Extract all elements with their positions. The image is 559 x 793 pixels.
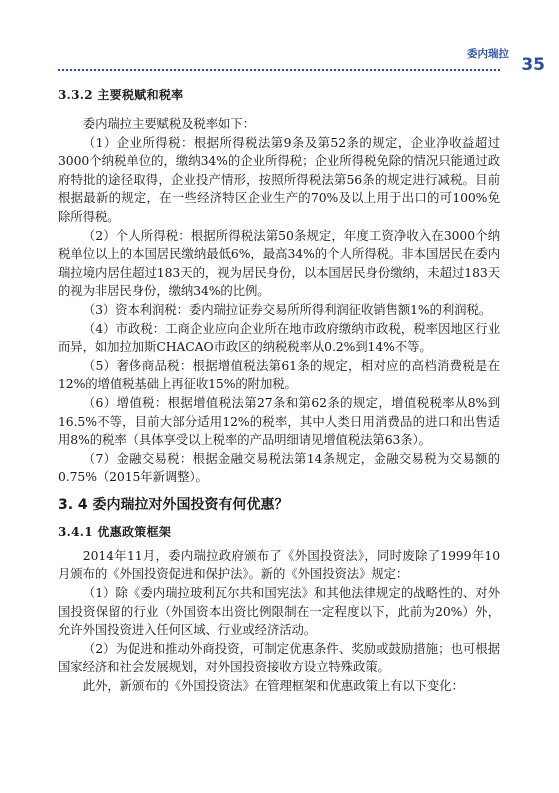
tax-item-capital-profit: （3）资本利润税：委内瑞拉证券交易所所得利润征收销售额1%的利润税。 [82,301,492,317]
tax-intro: 委内瑞拉主要赋税及税率如下： [82,116,255,131]
section-heading-3-3-2: 3.3.2 主要税赋和税率 [58,88,184,102]
tax-item-personal-income: （2）个人所得税：根据所得税法第50条规定，年度工资净收入在3000个纳税单位以上的本国居民缴纳最低6%，最高34%的个人所得税。非本国居民在委内瑞拉境内居住超过183天的，视为居民身份，以本国居民身份缴纳，未超过183天的视为非居民身份，缴纳34%的比例。 [58,227,500,299]
tax-item-corporate-income: （1）企业所得税：根据所得税法第9条及第52条的规定，企业净收益超过3000个纳税单位的，缴纳34%的企业所得税；企业所得税免除的情况只能通过政府特批的途径取得，企业投产情形，按照所得税法第56条的规定进行减税。目前根据最新的规定，在一些经济特区企业生产的70%及以上用于出口的可100%免除所得税。 [58,134,500,224]
tax-item-luxury: （5）奢侈商品税：根据增值税法第61条的规定，相对应的高档消费税是在12%的增值税基础上再征收15%的附加税。 [58,357,500,392]
policy-changes-intro: 此外，新颁布的《外国投资法》在管理框架和优惠政策上有以下变化： [82,678,464,694]
page-body [58,86,500,696]
page-number: 35 [521,55,545,75]
section-heading-3-4: 3. 4 委内瑞拉对外国投资有何优惠？ [58,496,289,513]
tax-item-vat: （6）增值税：根据增值税法第27条和第62条的规定，增值税税率从8%到16.5%不等，目前大部分适用12%的税率，其中人类日用消费品的进口和出售适用8%的税率（具体享受以上税率的产品明细请见增值税法第63条）。 [58,394,500,448]
header-divider [58,69,500,71]
header-title: 委内瑞拉 [467,48,509,60]
policy-item-1: （1）除《委内瑞拉玻利瓦尔共和国宪法》和其他法律规定的战略性的、对外国投资保留的行业（外国资本出资比例限制在一定程度以下，此前为20%）外，允许外国投资进入任何区域、行业或经济活动。 [58,585,500,638]
tax-item-municipal: （4）市政税：工商企业应向企业所在地市政府缴纳市政税，税率因地区行业而异，如加拉加斯CHACAO市政区的纳税税率从0.2%到14%不等。 [58,320,500,355]
policy-item-2: （2）为促进和推动外商投资，可制定优惠条件、奖励或鼓励措施；也可根据国家经济和社会发展规划，对外国投资接收方设立特殊政策。 [58,640,500,675]
policy-intro: 2014年11月，委内瑞拉政府颁布了《外国投资法》，同时废除了1999年10月颁布的《外国投资促进和保护法》。新的《外国投资法》规定： [58,547,500,582]
section-heading-3-4-1: 3.4.1 优惠政策框架 [58,524,172,539]
tax-item-financial-transaction: （7）金融交易税：根据金融交易税法第14条规定，金融交易税为交易额的0.75%（2015年新调整）。 [58,450,500,485]
